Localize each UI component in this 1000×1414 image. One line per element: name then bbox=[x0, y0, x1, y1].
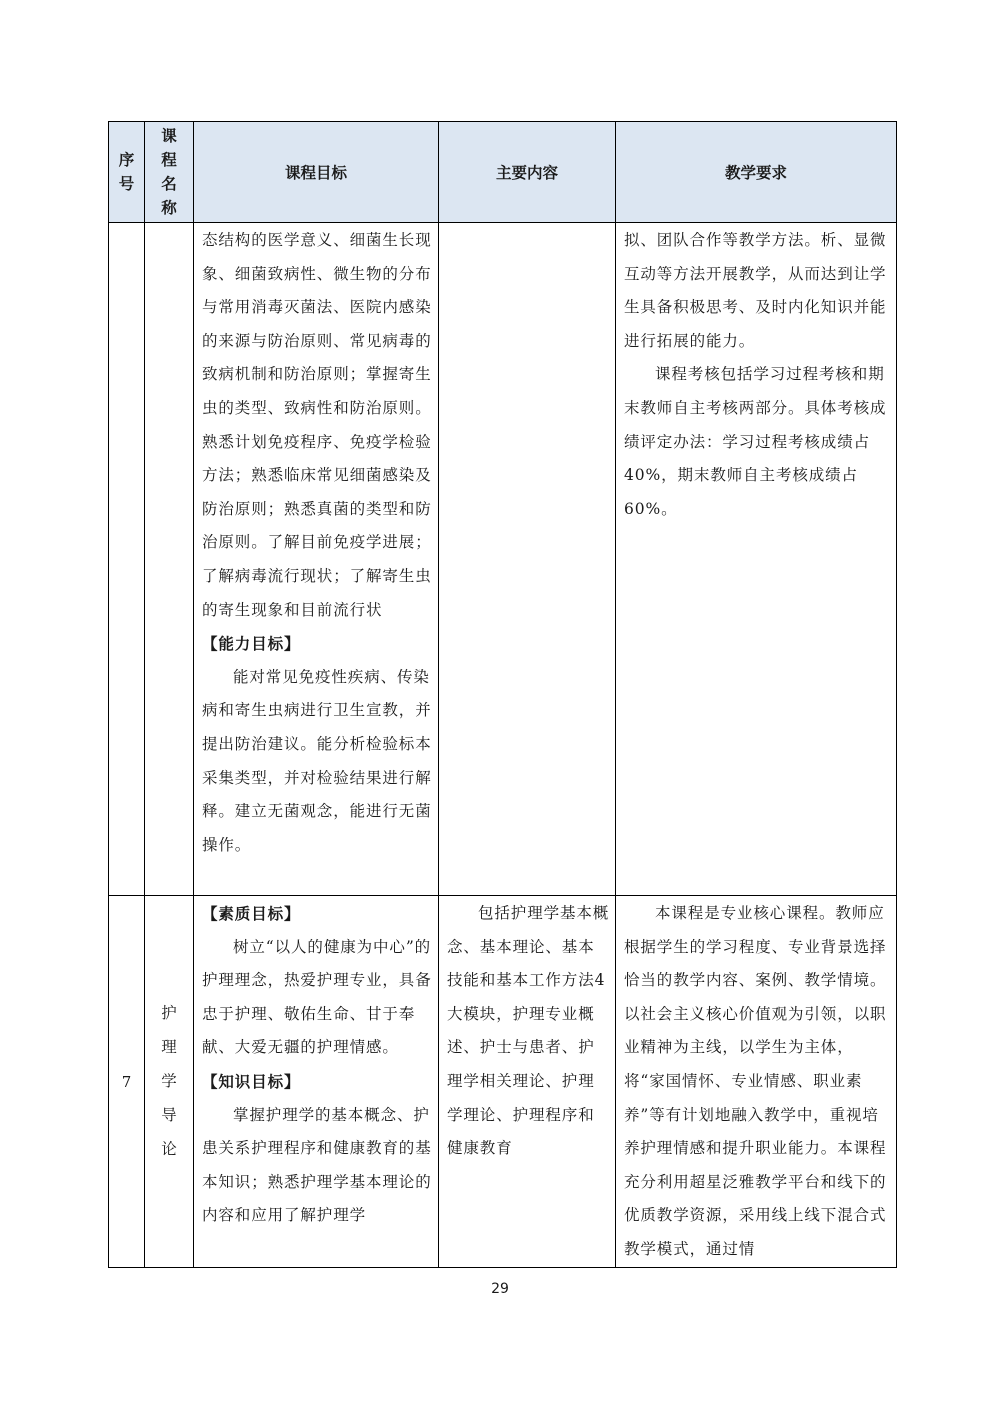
row7-goal-cell bbox=[194, 896, 439, 1268]
knowledge-text: 掌握护理学的基本概念、护患关系护理程序和健康教育的基本知识；熟悉护理学基本理论的内容和应用了解护理学 bbox=[202, 1105, 432, 1225]
continued-seq-cell bbox=[109, 223, 145, 896]
row7-seq-label: 7 bbox=[121, 1072, 132, 1091]
ability-text: 能对常见免疫性疾病、传染病和寄生虫病进行卫生宣教，并提出防治建议。能分析检验标本采集类型，并对检验结果进行解释。建立无菌观念，能进行无菌操作。 bbox=[202, 667, 432, 854]
course-table bbox=[108, 121, 897, 1268]
header-requirement: 教学要求 bbox=[616, 122, 897, 223]
continued-content-cell bbox=[439, 223, 616, 896]
knowledge-heading: 【知识目标】 bbox=[202, 1071, 301, 1091]
header-seq-label: 序号 bbox=[118, 151, 135, 193]
quality-heading: 【素质目标】 bbox=[202, 904, 301, 923]
content-text: 包括护理学基本概念、基本理论、基本技能和基本工作方法4大模块，护理专业概述、护士与患者、护理学相关理论、护理学理论、护理程序和健康教育 bbox=[447, 904, 610, 1158]
quality-text: 树立“以人的健康为中心”的护理理念，热爱护理专业，具备忠于护理、敬佑生命、甘于奉献、大爱无疆的护理情感。 bbox=[202, 937, 432, 1057]
row7-name-cell bbox=[145, 896, 194, 1268]
header-name bbox=[145, 122, 194, 223]
page-number: 29 bbox=[491, 1281, 509, 1297]
continued-row bbox=[109, 223, 897, 896]
goal-text: 态结构的医学意义、细菌生长现象、细菌致病性、微生物的分布与常用消毒灭菌法、医院内感染的来源与防治原则、常见病毒的致病机制和防治原则；掌握寄生虫的类型、致病性和防治原则。熟悉计划免疫程序、免疫学检验方法；熟悉临床常见细菌感染及防治原则；熟悉真菌的类型和防治原则。了解目前免疫学进展；了解病毒流行现状；了解寄生虫的寄生现象和目前流行状 bbox=[202, 231, 432, 619]
continued-requirement-cell bbox=[616, 223, 897, 896]
row7-seq bbox=[109, 896, 145, 1268]
header-seq bbox=[109, 122, 145, 223]
header-name-label: 课程名称 bbox=[161, 127, 177, 217]
row7-requirement-cell bbox=[616, 896, 897, 1268]
assessment-text: 课程考核包括学习过程考核和期末教师自主考核两部分。具体考核成绩评定办法：学习过程考核成绩占40%，期末教师自主考核成绩占60%。 bbox=[624, 365, 887, 518]
row7-content-cell bbox=[439, 896, 616, 1268]
header-row bbox=[109, 122, 897, 223]
requirement-text-row7: 本课程是专业核心课程。教师应根据学生的学习程度、专业背景选择恰当的教学内容、案例、教学情境。以社会主义核心价值观为引领，以职业精神为主线，以学生为主体，将“家国情怀、专业情感、职业素养”等有计划地融入教学中，重视培养护理情感和提升职业能力。本课程充分利用超星泛雅教学平台和线下的优质教学资源，采用线上线下混合式教学模式，通过情 bbox=[624, 904, 887, 1258]
ability-heading: 【能力目标】 bbox=[202, 634, 301, 654]
header-content: 主要内容 bbox=[439, 122, 616, 223]
continued-goal-cell bbox=[194, 223, 439, 896]
row-7 bbox=[109, 896, 897, 1268]
continued-name-cell bbox=[145, 223, 194, 896]
row7-course-name: 护理学导论 bbox=[161, 1004, 177, 1159]
header-goal: 课程目标 bbox=[194, 122, 439, 223]
requirement-text: 拟、团队合作等教学方法。析、显微互动等方法开展教学，从而达到让学生具备积极思考、及时内化知识并能进行拓展的能力。 bbox=[624, 231, 887, 350]
